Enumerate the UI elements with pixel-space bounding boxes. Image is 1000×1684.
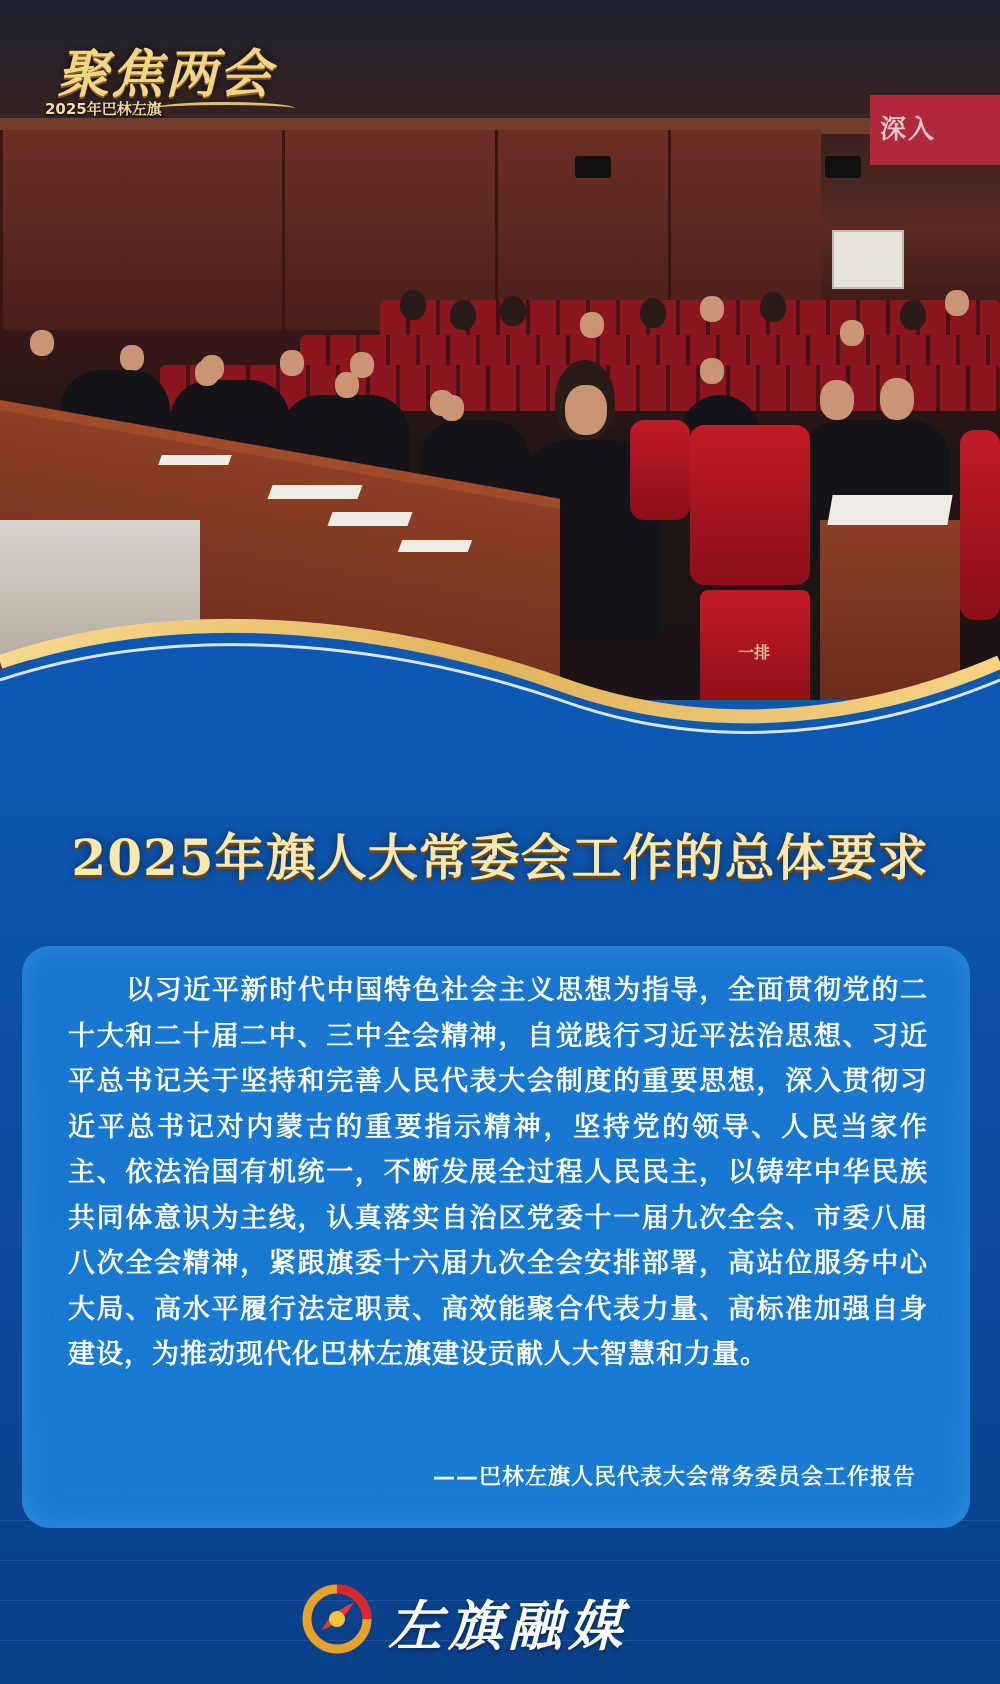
attendee (500, 296, 526, 326)
air-conditioner (832, 230, 904, 289)
seat (690, 425, 810, 585)
attendee (580, 312, 604, 338)
event-logo-swoosh (155, 102, 295, 115)
attendee (760, 292, 786, 322)
wall-panel (0, 130, 283, 330)
event-logo (45, 32, 305, 132)
attendee (945, 290, 969, 316)
seat (630, 420, 690, 520)
attendee (335, 372, 359, 398)
gold-wave (0, 600, 1000, 800)
brand-name: 左旗融媒 (388, 1594, 628, 1658)
attendee (440, 395, 464, 421)
quote-source: ——巴林左旗人民代表大会常务委员会工作报告 (432, 1465, 916, 1490)
document (398, 540, 472, 552)
decor-line (0, 1560, 1000, 1561)
attendee (820, 380, 854, 420)
document (827, 495, 952, 525)
event-logo-subtitle: 2025年巴林左旗 (45, 100, 162, 118)
attendee (880, 378, 914, 420)
attendee (565, 385, 607, 435)
attendee (450, 300, 476, 330)
attendee (640, 298, 666, 328)
document (327, 512, 412, 526)
attendee (900, 300, 926, 330)
document (267, 485, 362, 499)
speaker (575, 156, 611, 178)
speaker (825, 156, 861, 178)
attendee (700, 358, 724, 384)
media-logo-icon (300, 1582, 374, 1656)
quote-box (22, 946, 970, 1528)
headline: 2025年旗人大常委会工作的总体要求 (71, 828, 929, 887)
attendee (120, 345, 144, 371)
attendee (30, 330, 54, 356)
attendee (840, 320, 864, 346)
event-logo-title: 聚焦两会 (57, 44, 274, 105)
attendee (280, 350, 304, 376)
wall-banner (870, 95, 1000, 165)
brand (300, 1578, 720, 1658)
banner-text: 深入 (880, 115, 937, 145)
document (158, 455, 232, 465)
seat-label: 一排 (738, 643, 771, 662)
attendee (195, 360, 219, 386)
quote-text: 以习近平新时代中国特色社会主义思想为指导，全面贯彻党的二十大和二十届二中、三中全会精神，自觉践行习近平法治思想、习近平总书记关于坚持和完善人民代表大会制度的重要思想，深入贯彻习近平总书记对内蒙古的重要指示精神，坚持党的领导、人民当家作主、依法治国有机统一，不断发展全过程人民民主，以铸牢中华民族共同体意识为主线，认真落实自治区党委十一届九次全会、市委八届八次全会精神，紧跟旗委十六届九次全会安排部署，高站位服务中心大局、高水平履行法定职责、高效能聚合代表力量、高标准加强自身建设，为推动现代化巴林左旗建设贡献人大智慧和力量。 (68, 975, 928, 1370)
attendee (400, 290, 426, 320)
seat (960, 430, 1000, 620)
attendee (700, 296, 724, 322)
